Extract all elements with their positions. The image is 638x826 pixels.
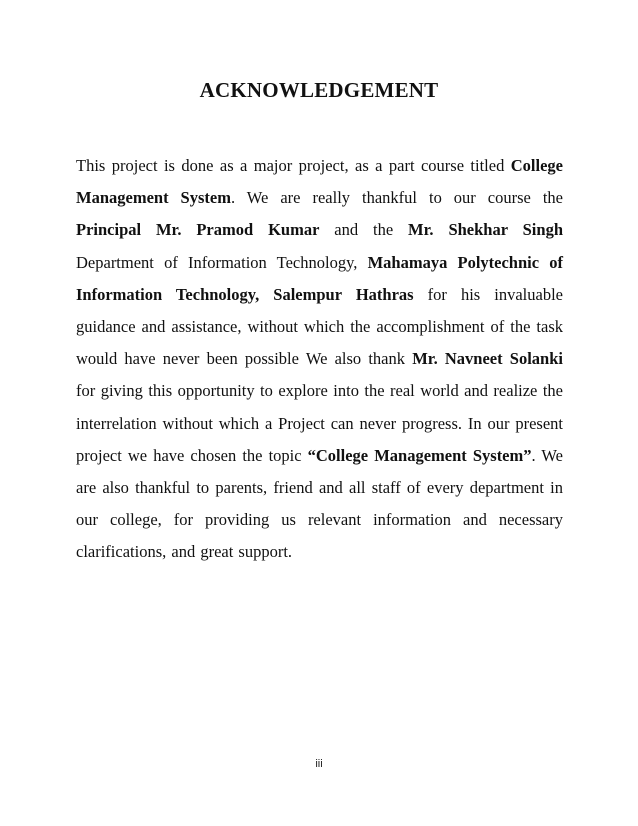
institution-name-emphasis: Mahamaya Polytechnic of Information Technology, Salempur Hathras xyxy=(76,252,563,304)
paragraph-text: for giving this opportunity to explore into the real world and realize the interrelation without which a Project can never progress. In our present project we have chosen the topic xyxy=(76,381,563,465)
guide-name-emphasis: Mr. Navneet Solanki xyxy=(412,349,563,369)
paragraph-text: . We are also thankful to parents, friend and all staff of every department in our college, for providing us relevant information and necessary clarifications, and great support. xyxy=(76,445,563,562)
project-name-emphasis: College Management System xyxy=(76,156,563,208)
paragraph-text: This project is done as a major project, as a part course titled xyxy=(76,156,511,175)
topic-name-emphasis: “College Management System” xyxy=(307,445,532,465)
acknowledgement-paragraph xyxy=(76,150,563,569)
principal-name-emphasis: Principal Mr. Pramod Kumar xyxy=(76,220,320,240)
hod-name-emphasis: Mr. Shekhar Singh xyxy=(408,220,563,240)
paragraph-text: for his invaluable guidance and assistance, without which the accomplishment of the task would have never been possible We also thank xyxy=(76,284,563,369)
page-number: iii xyxy=(315,758,323,770)
paragraph-text: Department of Information Technology, xyxy=(76,252,368,272)
paragraph-text: . We are really thankful to our course the xyxy=(230,188,563,208)
paragraph-text: and the xyxy=(319,220,409,240)
page-title: ACKNOWLEDGEMENT xyxy=(199,78,439,102)
